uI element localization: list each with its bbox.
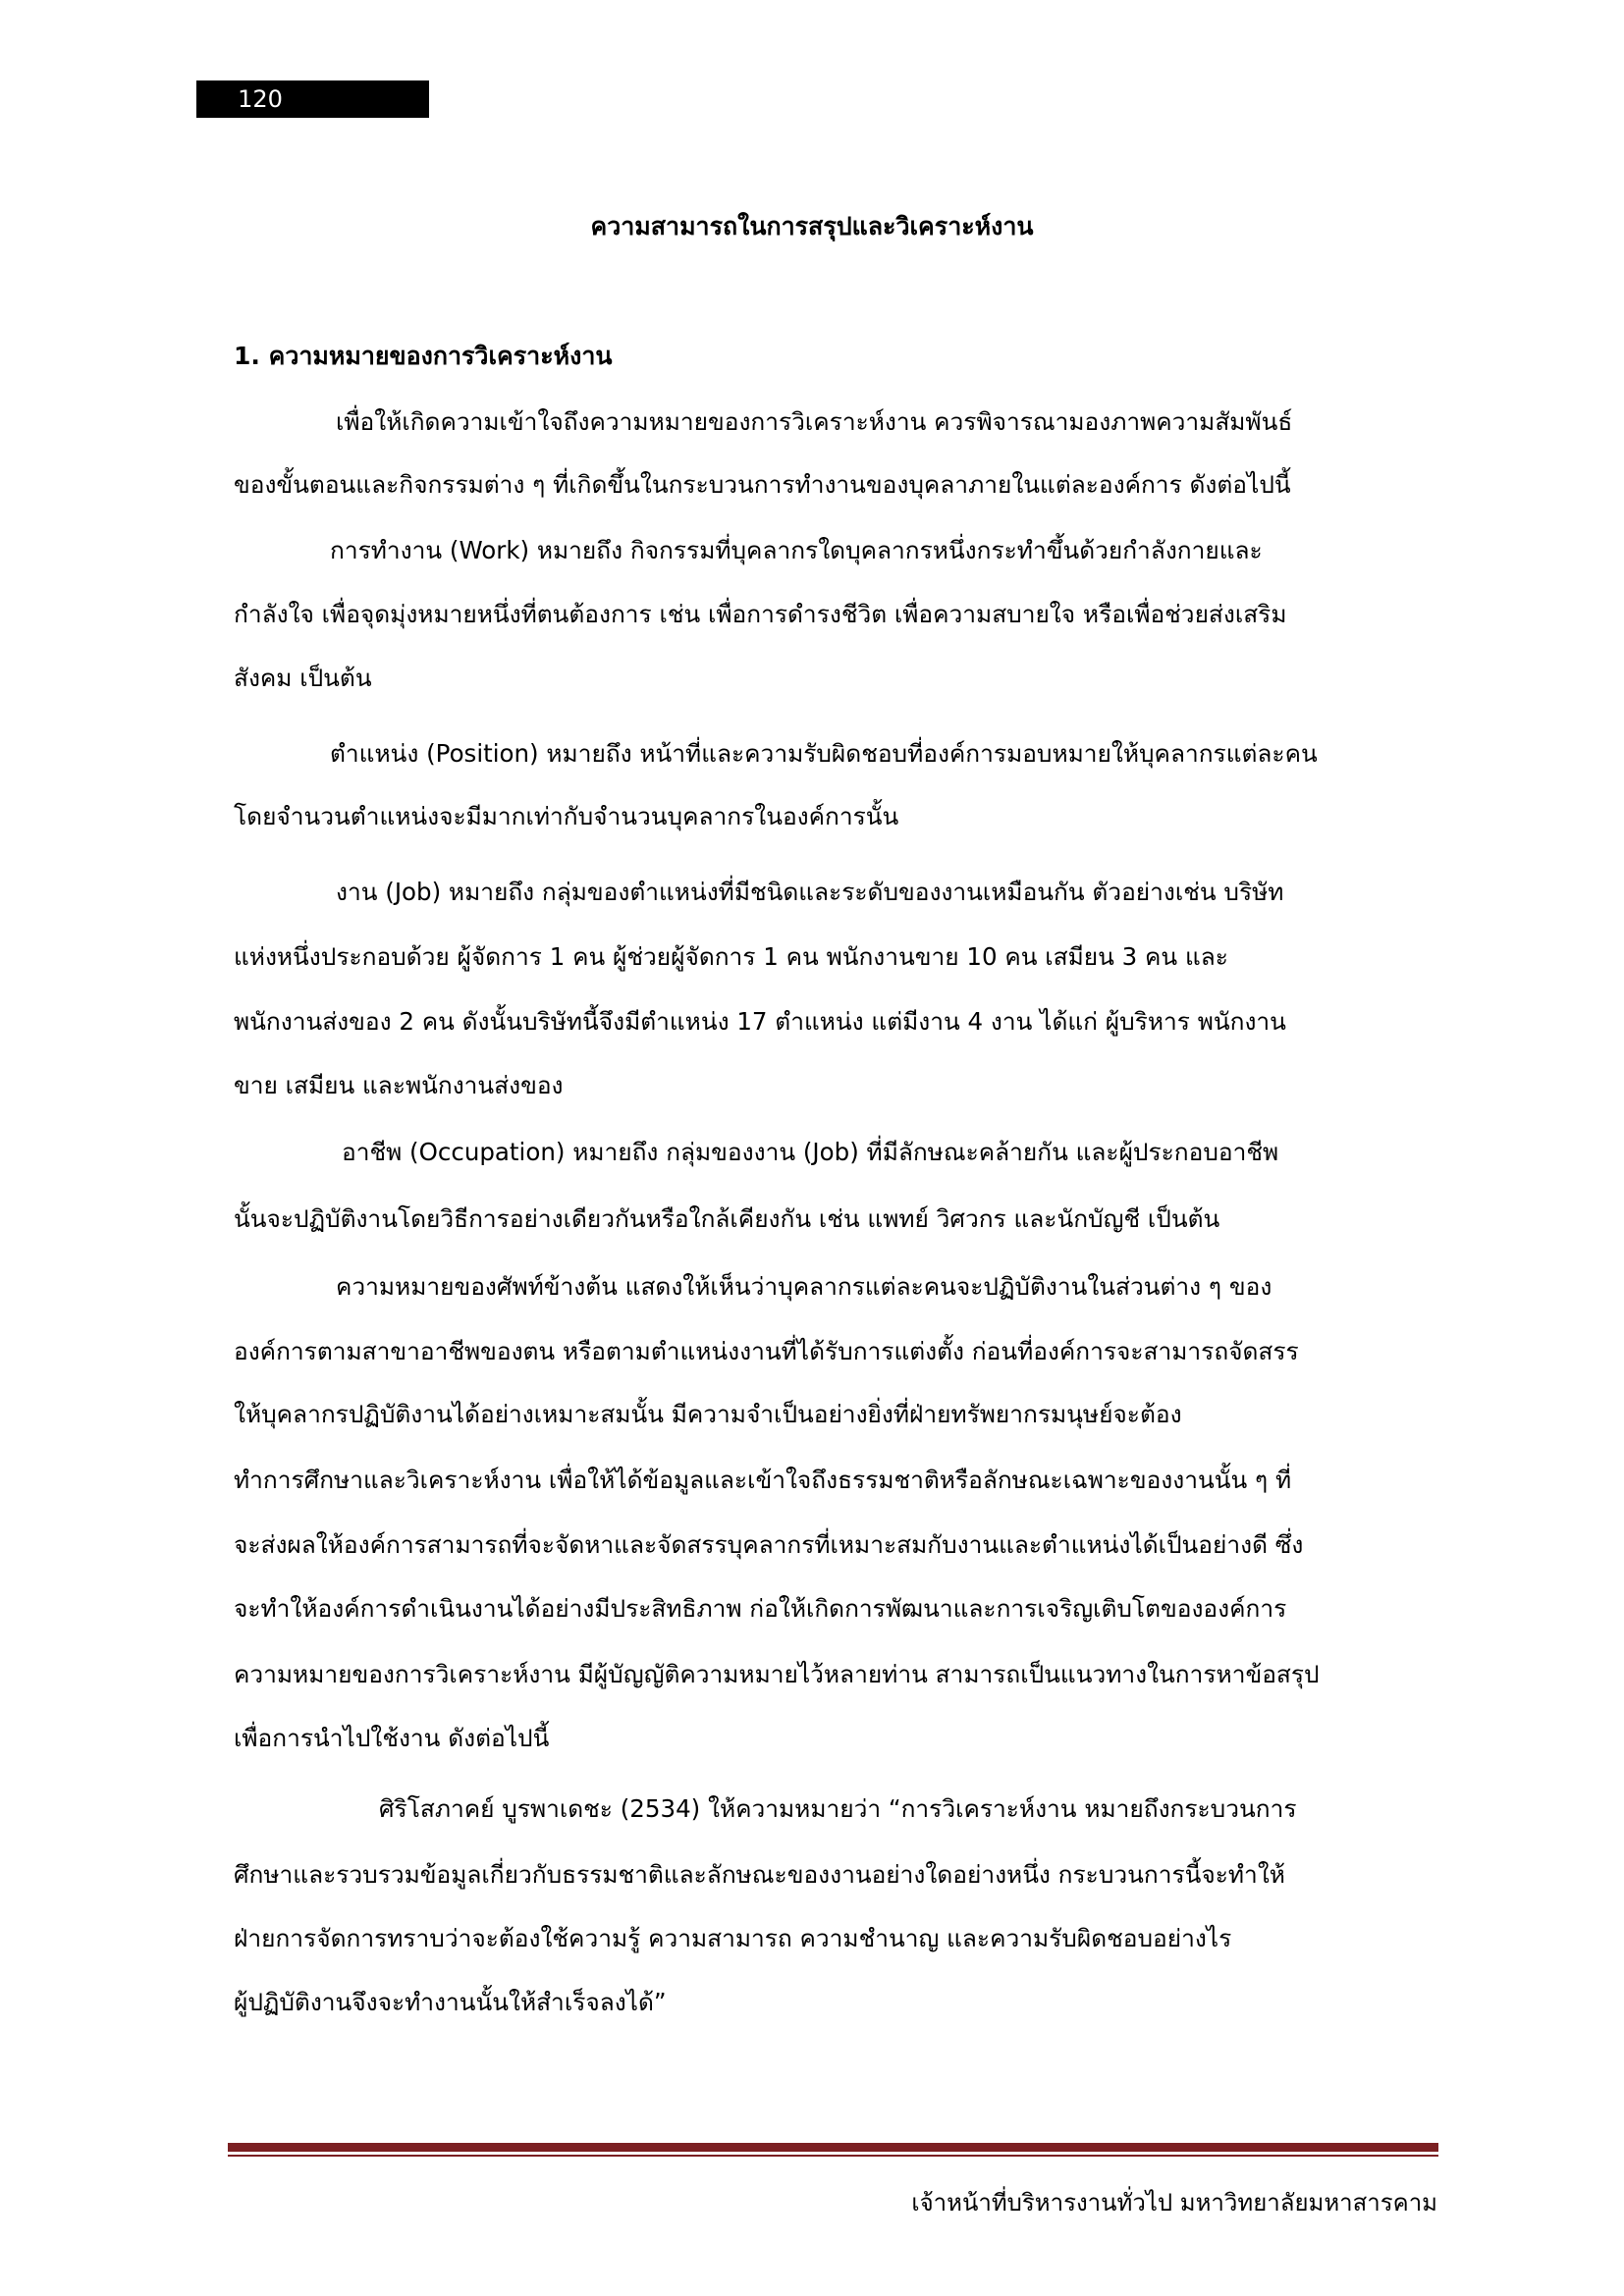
footer-rule-thin bbox=[228, 2155, 1438, 2157]
body-line: ของขั้นตอนและกิจกรรมต่าง ๆ ที่เกิดขึ้นในกระบวนการทำงานของบุคลาภายในแต่ละองค์การ ดังต่อไปนี้ bbox=[234, 470, 1291, 499]
body-line: การทำงาน (Work) หมายถึง กิจกรรมที่บุคลากรใดบุคลากรหนึ่งกระทำขึ้นด้วยกำลังกายและ bbox=[330, 536, 1263, 564]
body-line: ตำแหน่ง (Position) หมายถึง หน้าที่และความรับผิดชอบที่องค์การมอบหมายให้บุคลากรแต่ละคน bbox=[330, 739, 1318, 768]
body-line: ขาย เสมียน และพนักงานส่งของ bbox=[234, 1071, 564, 1099]
page-number-box bbox=[196, 80, 429, 118]
body-line: ให้บุคลากรปฏิบัติงานได้อย่างเหมาะสมนั้น มีความจำเป็นอย่างยิ่งที่ฝ่ายทรัพยากรมนุษย์จะต้อง bbox=[234, 1400, 1182, 1428]
footer-rule bbox=[228, 2143, 1438, 2152]
body-line: โดยจำนวนตำแหน่งจะมีมากเท่ากับจำนวนบุคลากรในองค์การนั้น bbox=[234, 802, 899, 830]
document-title: ความสามารถในการสรุปและวิเคราะห์งาน bbox=[590, 212, 1034, 240]
body-line: ศึกษาและรวบรวมข้อมูลเกี่ยวกับธรรมชาติและลักษณะของงานอย่างใดอย่างหนึ่ง กระบวนการนี้จะทำให้ bbox=[234, 1860, 1285, 1889]
body-line: ผู้ปฏิบัติงานจึงจะทำงานนั้นให้สำเร็จลงได้” bbox=[234, 1988, 667, 2016]
body-line: เพื่อให้เกิดความเข้าใจถึงความหมายของการวิเคราะห์งาน ควรพิจารณามองภาพความสัมพันธ์ bbox=[336, 407, 1293, 436]
body-line: แห่งหนึ่งประกอบด้วย ผู้จัดการ 1 คน ผู้ช่วยผู้จัดการ 1 คน พนักงานขาย 10 คน เสมียน 3 คน และ bbox=[234, 942, 1228, 971]
body-line: จะทำให้องค์การดำเนินงานได้อย่างมีประสิทธิภาพ ก่อให้เกิดการพัฒนาและการเจริญเติบโตขององค์การ bbox=[234, 1594, 1287, 1623]
body-line: ทำการศึกษาและวิเคราะห์งาน เพื่อให้ได้ข้อมูลและเข้าใจถึงธรรมชาติหรือลักษณะเฉพาะของงานนั้น ๆ ที่ bbox=[234, 1466, 1292, 1494]
body-line: องค์การตามสาขาอาชีพของตน หรือตามตำแหน่งงานที่ได้รับการแต่งตั้ง ก่อนที่องค์การจะสามารถจัดสรร bbox=[234, 1337, 1299, 1365]
page-number: 120 bbox=[238, 85, 283, 113]
body-line: ฝ่ายการจัดการทราบว่าจะต้องใช้ความรู้ ความสามารถ ความชำนาญ และความรับผิดชอบอย่างไร bbox=[234, 1924, 1232, 1952]
body-line: นั้นจะปฏิบัติงานโดยวิธีการอย่างเดียวกันหรือใกล้เคียงกัน เช่น แพทย์ วิศวกร และนักบัญชี เป็นต้น bbox=[234, 1204, 1220, 1233]
body-line: สังคม เป็นต้น bbox=[234, 664, 372, 692]
body-line: พนักงานส่งของ 2 คน ดังนั้นบริษัทนี้จึงมีตำแหน่ง 17 ตำแหน่ง แต่มีงาน 4 งาน ได้แก่ ผู้บริหาร พนักงาน bbox=[234, 1007, 1286, 1036]
section-heading: 1. ความหมายของการวิเคราะห์งาน bbox=[234, 342, 613, 370]
footer-text: เจ้าหน้าที่บริหารงานทั่วไป มหาวิทยาลัยมหาสารคาม bbox=[911, 2189, 1437, 2216]
body-line: จะส่งผลให้องค์การสามารถที่จะจัดหาและจัดสรรบุคลากรที่เหมาะสมกับงานและตำแหน่งได้เป็นอย่างดี ซึ่ง bbox=[234, 1530, 1304, 1559]
body-line: กำลังใจ เพื่อจุดมุ่งหมายหนึ่งที่ตนต้องการ เช่น เพื่อการดำรงชีวิต เพื่อความสบายใจ หรือเพื่อช่วยส่งเสริม bbox=[234, 600, 1287, 628]
body-line: ความหมายของการวิเคราะห์งาน มีผู้บัญญัติความหมายไว้หลายท่าน สามารถเป็นแนวทางในการหาข้อสรุป bbox=[234, 1660, 1320, 1688]
body-line: อาชีพ (Occupation) หมายถึง กลุ่มของงาน (Job) ที่มีลักษณะคล้ายกัน และผู้ประกอบอาชีพ bbox=[342, 1138, 1279, 1166]
body-line: ศิริโสภาคย์ บูรพาเดชะ (2534) ให้ความหมายว่า “การวิเคราะห์งาน หมายถึงกระบวนการ bbox=[379, 1794, 1297, 1823]
body-line: งาน (Job) หมายถึง กลุ่มของตำแหน่งที่มีชนิดและระดับของงานเหมือนกัน ตัวอย่างเช่น บริษัท bbox=[336, 878, 1284, 906]
body-line: ความหมายของศัพท์ข้างต้น แสดงให้เห็นว่าบุคลากรแต่ละคนจะปฏิบัติงานในส่วนต่าง ๆ ของ bbox=[336, 1272, 1272, 1301]
body-line: เพื่อการนำไปใช้งาน ดังต่อไปนี้ bbox=[234, 1724, 550, 1752]
